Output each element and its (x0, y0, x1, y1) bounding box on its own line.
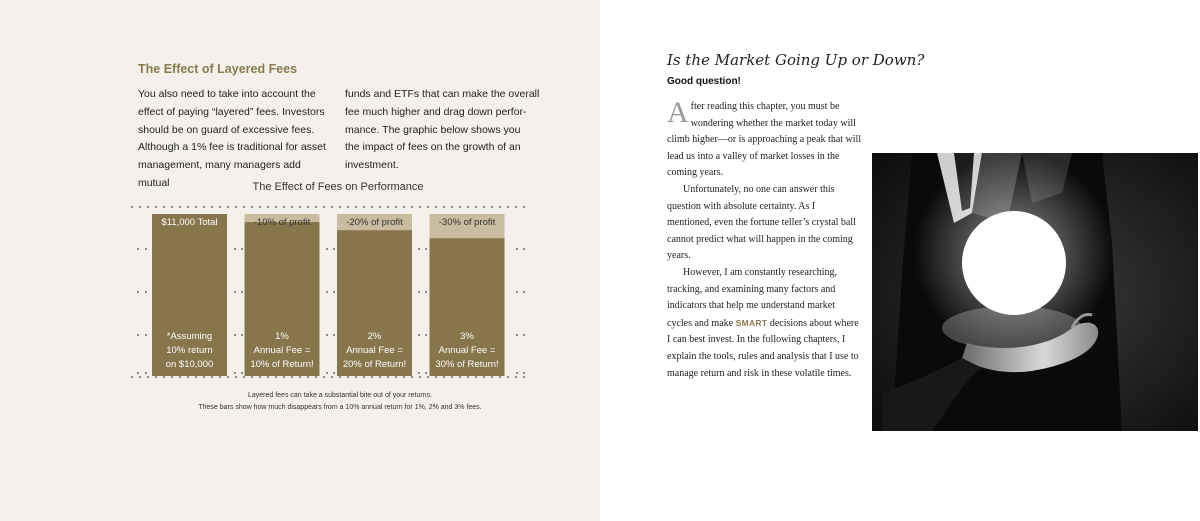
dotted-border-dot (516, 291, 518, 293)
article-title: Is the Market Going Up or Down? (667, 51, 925, 69)
dotted-border-dot (435, 376, 437, 378)
dotted-border-dot (331, 206, 333, 208)
dotted-border-dot (418, 334, 420, 336)
body-column-1 (138, 86, 333, 193)
dotted-border-dot (267, 206, 269, 208)
paragraph-3 (667, 265, 862, 382)
bar-bottom-label: Annual Fee = (253, 345, 311, 356)
dotted-border-dot (145, 334, 147, 336)
text-line: investment. (345, 159, 399, 172)
dotted-border-dot (443, 206, 445, 208)
dotted-border-dot (326, 334, 328, 336)
dotted-border-dot (155, 206, 157, 208)
dotted-border-dot (131, 376, 133, 378)
paragraph-3-start: However, I am constantly researching, tracking, and examining many factors and indicators that help me understand market cycles and make (667, 266, 837, 329)
dotted-border-dot (516, 334, 518, 336)
dotted-border-dot (323, 376, 325, 378)
dotted-border-dot (339, 206, 341, 208)
text-line: mance. The graphic below shows you (345, 123, 521, 136)
dotted-border-dot (483, 206, 485, 208)
dotted-border-dot (347, 376, 349, 378)
dotted-border-dot (459, 376, 461, 378)
dotted-border-dot (163, 206, 165, 208)
dotted-border-dot (219, 206, 221, 208)
dotted-border-dot (475, 376, 477, 378)
dotted-border-dot (179, 206, 181, 208)
dotted-border-dot (243, 206, 245, 208)
paragraph-3-end: decisions about where I can best invest. In the following chapters, I explain the tools, rules and analysis that I use to manage return and risk in these volatile times. (667, 317, 859, 379)
dotted-border-dot (299, 376, 301, 378)
bar-bottom-label: 20% of Return! (342, 359, 407, 370)
dotted-border-dot (326, 248, 328, 250)
dotted-border-dot (467, 376, 469, 378)
dotted-border-dot (379, 206, 381, 208)
dotted-border-dot (275, 206, 277, 208)
text-line: You also need to take into account the (138, 88, 316, 100)
dotted-border-dot (507, 206, 509, 208)
dotted-border-dot (283, 206, 285, 208)
dotted-border-dot (187, 206, 189, 208)
dotted-border-dot (371, 376, 373, 378)
dotted-border-dot (427, 206, 429, 208)
article-body (667, 96, 862, 382)
dotted-border-dot (395, 206, 397, 208)
dotted-border-dot (523, 372, 525, 374)
crystal-ball-photo (872, 153, 1198, 431)
dotted-border-dot (195, 206, 197, 208)
dotted-border-dot (355, 376, 357, 378)
dotted-border-dot (516, 372, 518, 374)
chart-caption-1: Layered fees can take a substantial bite out of your returns. (247, 392, 433, 399)
dotted-border-dot (179, 376, 181, 378)
dotted-border-dot (333, 334, 335, 336)
bar-bottom-label: 3% (460, 331, 474, 342)
bar-bottom-label: 1% (275, 331, 289, 342)
dotted-border-dot (425, 334, 427, 336)
text-line: Although a 1% fee is traditional for asset (138, 141, 326, 154)
dotted-border-dot (491, 206, 493, 208)
bar-bottom-label: 10% return (166, 345, 213, 356)
dotted-border-dot (323, 206, 325, 208)
dotted-border-dot (523, 291, 525, 293)
dotted-border-dot (499, 206, 501, 208)
dotted-border-dot (387, 376, 389, 378)
dotted-border-dot (515, 206, 517, 208)
dotted-border-dot (234, 372, 236, 374)
dotted-border-dot (499, 376, 501, 378)
dotted-border-dot (425, 372, 427, 374)
paragraph-1 (667, 96, 862, 182)
dotted-border-dot (395, 376, 397, 378)
text-line: the impact of fees on the growth of an (345, 141, 521, 154)
dotted-border-dot (171, 376, 173, 378)
chart-title: The Effect of Fees on Performance (252, 181, 424, 193)
dotted-border-dot (333, 291, 335, 293)
fee-chart (130, 198, 530, 383)
dotted-border-dot (475, 206, 477, 208)
dotted-border-dot (467, 206, 469, 208)
dotted-border-dot (443, 376, 445, 378)
dotted-border-dot (137, 248, 139, 250)
dotted-border-dot (203, 376, 205, 378)
dotted-border-dot (235, 206, 237, 208)
dotted-border-dot (331, 376, 333, 378)
bar-bottom-label: 2% (367, 331, 382, 342)
text-line: funds and ETFs that can make the overall (345, 88, 540, 100)
dotted-border-dot (379, 376, 381, 378)
dotted-border-dot (427, 376, 429, 378)
dotted-border-dot (418, 372, 420, 374)
dotted-border-dot (171, 206, 173, 208)
dotted-border-dot (145, 372, 147, 374)
dotted-border-dot (339, 376, 341, 378)
bar-bottom-label: 10% of Return! (250, 359, 314, 370)
dotted-border-dot (155, 376, 157, 378)
bar-bottom-label: 30% of Return! (435, 359, 499, 370)
bar-bottom-label: *Assuming (166, 331, 213, 342)
dotted-border-dot (425, 291, 427, 293)
dotted-border-dot (307, 376, 309, 378)
dotted-border-dot (227, 376, 229, 378)
bar-top-label: -30% of profit (438, 217, 496, 228)
text-line: management, many managers add mutual (138, 159, 301, 189)
dotted-border-dot (137, 334, 139, 336)
dotted-border-dot (515, 376, 517, 378)
dotted-border-dot (241, 291, 243, 293)
dotted-border-dot (203, 206, 205, 208)
dotted-border-dot (163, 376, 165, 378)
dotted-border-dot (418, 291, 420, 293)
dotted-border-dot (363, 376, 365, 378)
dotted-border-dot (411, 206, 413, 208)
dotted-border-dot (259, 376, 261, 378)
bar-top-label: -20% of profit (346, 217, 403, 228)
dotted-border-dot (195, 376, 197, 378)
dotted-border-dot (283, 376, 285, 378)
dotted-border-dot (139, 376, 141, 378)
dotted-border-dot (291, 206, 293, 208)
dotted-border-dot (187, 376, 189, 378)
bar-top-label: $11,000 Total (161, 217, 218, 228)
dotted-border-dot (234, 248, 236, 250)
dotted-border-dot (145, 248, 147, 250)
dotted-border-dot (241, 334, 243, 336)
dotted-border-dot (145, 291, 147, 293)
dotted-border-dot (251, 206, 253, 208)
dotted-border-dot (131, 206, 133, 208)
dotted-border-dot (491, 376, 493, 378)
dotted-border-dot (411, 376, 413, 378)
paragraph-2: Unfortunately, no one can answer this question with absolute certainty. As I mentioned, even the fortune teller’s crystal ball cannot predict what will happen in the coming years. (667, 183, 856, 262)
dotted-border-dot (139, 206, 141, 208)
dotted-border-dot (227, 206, 229, 208)
dotted-border-dot (326, 291, 328, 293)
dotted-border-dot (307, 206, 309, 208)
bar-top-label: -10% of profit (253, 217, 311, 228)
dotted-border-dot (243, 376, 245, 378)
dotted-border-dot (137, 372, 139, 374)
dotted-border-dot (333, 372, 335, 374)
dotted-border-dot (147, 206, 149, 208)
dotted-border-dot (516, 248, 518, 250)
crystal-ball-illustration (872, 153, 1198, 431)
dotted-border-dot (147, 376, 149, 378)
dotted-border-dot (211, 206, 213, 208)
dotted-border-dot (523, 248, 525, 250)
dotted-border-dot (234, 291, 236, 293)
text-line: effect of paying “layered” fees. Investors (138, 105, 325, 118)
dotted-border-dot (435, 206, 437, 208)
drop-cap: A (667, 96, 689, 129)
dotted-border-dot (419, 376, 421, 378)
bar-bottom-label: on $10,000 (165, 359, 214, 370)
dotted-border-dot (315, 376, 317, 378)
bar-bottom-label: Annual Fee = (438, 345, 496, 356)
dotted-border-dot (363, 206, 365, 208)
dotted-border-dot (259, 206, 261, 208)
dotted-border-dot (371, 206, 373, 208)
section-heading: The Effect of Layered Fees (138, 62, 298, 76)
dotted-border-dot (355, 206, 357, 208)
dotted-border-dot (451, 206, 453, 208)
dotted-border-dot (241, 248, 243, 250)
dotted-border-dot (234, 334, 236, 336)
text-line: fee much higher and drag down perfor- (345, 105, 527, 118)
article-subtitle: Good question! (667, 76, 741, 87)
paragraph-1-text: fter reading this chapter, you must be wondering whether the market today will climb higher—or is approaching a peak that will lead us into a valley of market losses in the coming years. (667, 101, 862, 179)
dotted-border-dot (299, 206, 301, 208)
dotted-border-dot (451, 376, 453, 378)
dotted-border-dot (275, 376, 277, 378)
chart-caption-2: These bars show how much disappears from a 10% annual return for 1%, 2% and 3% fees. (198, 404, 482, 411)
dotted-border-dot (267, 376, 269, 378)
dotted-border-dot (507, 376, 509, 378)
dotted-border-dot (523, 206, 525, 208)
dotted-border-dot (403, 376, 405, 378)
dotted-border-dot (425, 248, 427, 250)
dotted-border-dot (347, 206, 349, 208)
dotted-border-dot (219, 376, 221, 378)
text-line: should be on guard of excessive fees. (138, 123, 315, 136)
dotted-border-dot (333, 248, 335, 250)
dotted-border-dot (483, 376, 485, 378)
dotted-border-dot (251, 376, 253, 378)
dotted-border-dot (403, 206, 405, 208)
dotted-border-dot (523, 334, 525, 336)
dotted-border-dot (235, 376, 237, 378)
dotted-border-dot (291, 376, 293, 378)
dotted-border-dot (326, 372, 328, 374)
dotted-border-dot (418, 248, 420, 250)
dotted-border-dot (315, 206, 317, 208)
bar-bottom-label: Annual Fee = (346, 345, 403, 356)
dotted-border-dot (523, 376, 525, 378)
dotted-border-dot (241, 372, 243, 374)
dotted-border-dot (459, 206, 461, 208)
dotted-border-dot (419, 206, 421, 208)
smart-emphasis: SMART (735, 317, 768, 328)
body-column-2 (345, 86, 540, 175)
dotted-border-dot (211, 376, 213, 378)
dotted-border-dot (387, 206, 389, 208)
dotted-border-dot (137, 291, 139, 293)
